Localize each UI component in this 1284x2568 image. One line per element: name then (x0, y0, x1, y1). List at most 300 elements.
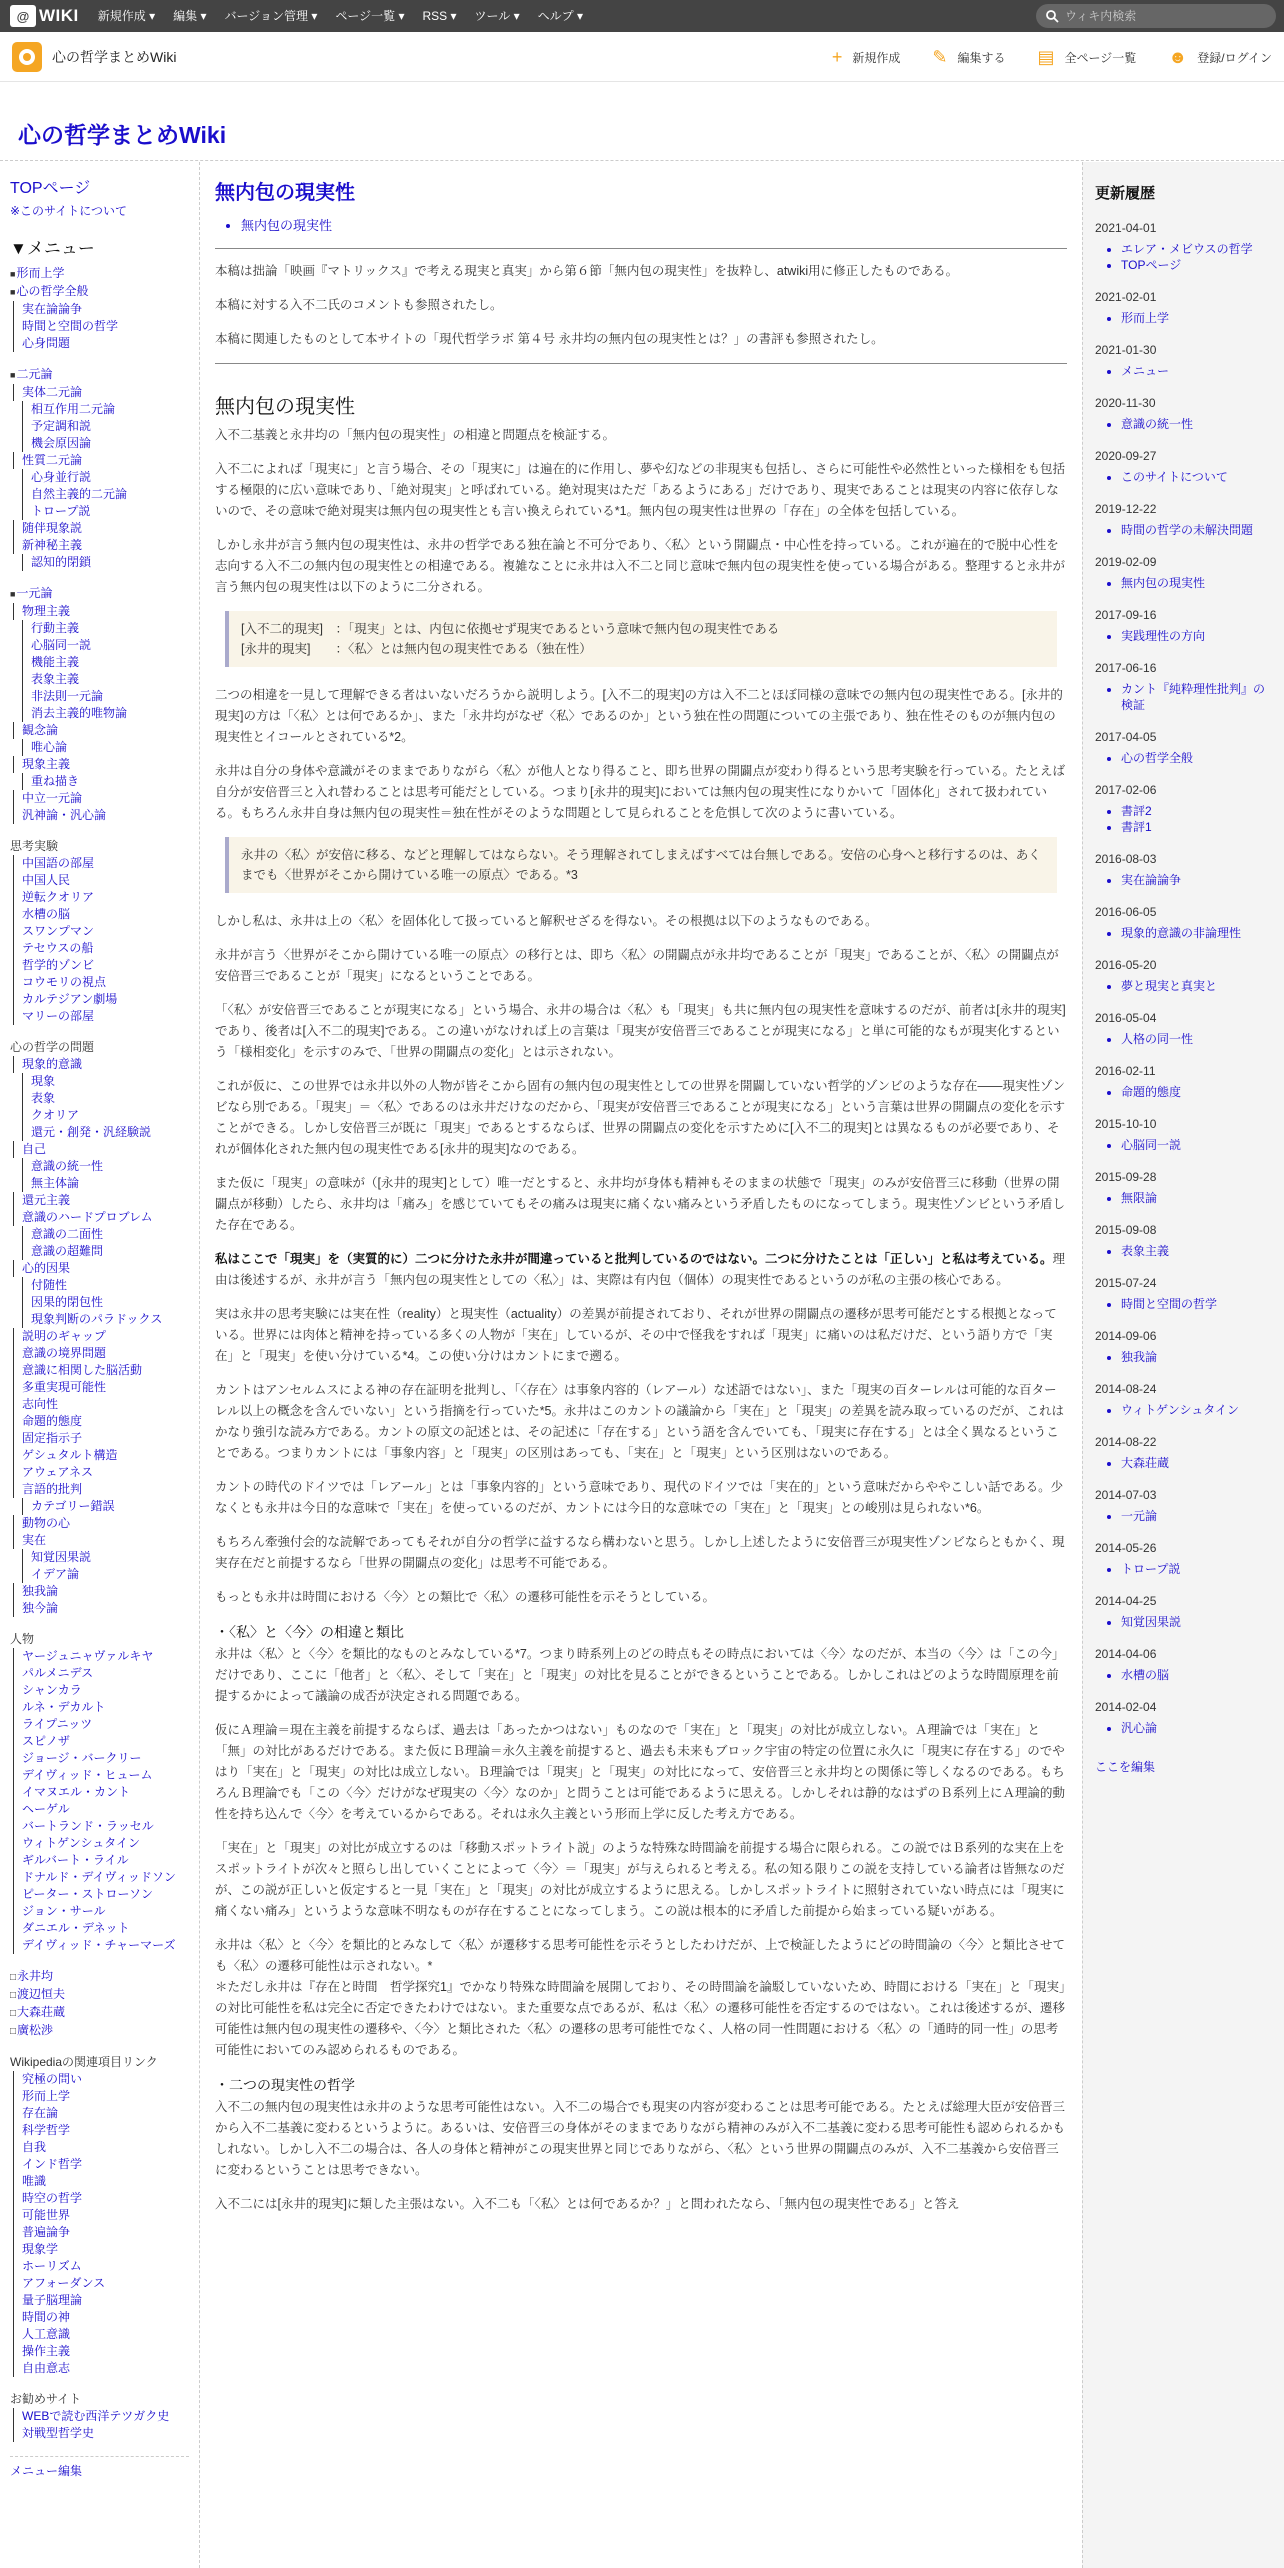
menu-item[interactable]: □ 廣松渉 (10, 2022, 189, 2040)
pencil-icon: ✎ (932, 46, 948, 67)
menu-item[interactable]: 還元・創発・汎経験説 (22, 1124, 189, 1141)
update-list (1121, 872, 1274, 888)
menu-item[interactable]: ルネ・デカルト (13, 1699, 189, 1716)
update-link[interactable]: • 表象主義 (1121, 1243, 1274, 1259)
menu-item[interactable]: 操作主義 (13, 2343, 189, 2360)
update-link[interactable]: • 現象的意識の非論理性 (1121, 925, 1274, 941)
menu-item[interactable]: 逆転クオリア (13, 889, 189, 906)
main-content (201, 162, 1081, 2568)
menu-group (10, 1039, 189, 1617)
menu-group (10, 2054, 189, 2377)
menu-item[interactable]: 可能世界 (13, 2207, 189, 2224)
menu-item[interactable]: 自己 (13, 1141, 189, 1158)
recent-updates-sidebar (1082, 162, 1284, 2568)
menu-item[interactable]: 実在 (13, 1532, 189, 1549)
menu-item[interactable]: 表象 (22, 1090, 189, 1107)
paragraph: 実は永井の思考実験には実在性（reality）と現実性（actuality）の差異が前提されており、それが世界の開闢点の遷移が思考可能だとする根拠となっている。世界には肉体と精神を持っている多くの人物が「実在」しているが、その中で怪我をすれば「現実」に痛いのは私だけだ、という語り方で「実在」と「現実」を使い分けている*4。この使い分けはカントにまで遡る。 (215, 1307, 1057, 1363)
update-date: 2016-02-11 (1095, 1064, 1156, 1078)
update-list (1121, 575, 1274, 591)
update-list (1121, 925, 1274, 941)
update-list (1121, 1243, 1274, 1259)
menu-item[interactable]: 随伴現象説 (13, 520, 189, 537)
menu-item[interactable]: 観念論 (13, 722, 189, 739)
menu-item[interactable]: 心身並行説 (22, 469, 189, 486)
menu-edit-text[interactable]: メニュー編集 (10, 2464, 83, 2478)
menu-item[interactable]: ドナルド・デイヴィッドソン (13, 1869, 189, 1886)
update-list (1121, 1561, 1274, 1577)
menu-item[interactable]: ゲシュタルト構造 (13, 1447, 189, 1464)
menu-item[interactable]: デイヴィッド・チャーマーズ (13, 1937, 189, 1954)
update-link[interactable]: • 形而上学 (1121, 310, 1274, 326)
update-date: 2016-05-04 (1095, 1011, 1157, 1025)
update-link[interactable]: • メニュー (1121, 363, 1274, 379)
menu-item[interactable]: アウェアネス (13, 1464, 189, 1481)
global-menu-item[interactable]: 編集 ▾ (173, 9, 207, 23)
update-link[interactable]: • トロープ説 (1121, 1561, 1274, 1577)
update-date: 2016-05-20 (1095, 958, 1157, 972)
global-toolbar (0, 0, 1284, 32)
intro-1: 本稿は拙論「映画『マトリックス』で考える現実と真実」から第６節「無内包の現実性」を抜粋し、atwiki用に修正したものである。 (215, 264, 959, 278)
paragraph: 永井は自分の身体や意識がそのままでありながら〈私〉が他人となり得ること、即ち世界の開闢点が変わり得るという思考実験を行っている。たとえば自分が安倍晋三と入れ替わることは思考可能だとしている。つまり[永井的現実]においては無内包の現実性になりかいて「固体化」されて扱われている。もちろん永井自身は無内包の現実性＝独在性がそのような問題として見られることを危惧して次のように書いている。 (215, 764, 1066, 820)
menu-edit-link[interactable] (10, 2456, 189, 2480)
global-menu-item[interactable]: ヘルプ ▾ (537, 9, 584, 23)
menu-item[interactable]: 現象 (22, 1073, 189, 1090)
menu-item: 心の哲学の問題 (10, 1040, 95, 1054)
logo-text: WIKI (39, 6, 79, 25)
update-date: 2015-07-24 (1095, 1276, 1157, 1290)
update-link[interactable]: • このサイトについて (1121, 469, 1274, 485)
update-date: 2015-09-28 (1095, 1170, 1157, 1184)
update-list (1121, 469, 1274, 485)
menu-item[interactable]: □ 永井均 (10, 1968, 189, 1986)
menu-item[interactable]: スピノザ (13, 1733, 189, 1750)
menu-item[interactable]: スワンプマン (13, 923, 189, 940)
menu-item[interactable]: 現象的意識 (13, 1056, 189, 1073)
menu-item[interactable]: 言語的批判 (13, 1481, 189, 1498)
update-date: 2014-02-04 (1095, 1700, 1157, 1714)
update-date: 2014-09-06 (1095, 1329, 1157, 1343)
menu-item[interactable]: 動物の心 (13, 1515, 189, 1532)
subsection-heading: ・〈私〉と〈今〉の相違と類比 (215, 1624, 404, 1640)
menu-item[interactable]: 消去主義的唯物論 (22, 705, 189, 722)
menu-item[interactable]: 機会原因論 (22, 435, 189, 452)
menu-item[interactable]: 独我論 (13, 1583, 189, 1600)
paragraph: 入不二によれば「現実に」と言う場合、その「現実に」は遍在的に作用し、夢や幻などの非現実も包括し、さらに可能性や必然性といった様相をも包括する極限的に広い意味であり、「絶対現実」と呼ばれている。絶対現実はただ「あるようにある」だけであり、現実であることは現実の内容に依存しないので、その意味で絶対現実は無内包の現実性とも言い換えられている*1。無内包の現実性は世界の「存在」の全体を包括している。 (215, 462, 1066, 518)
update-list (1121, 1349, 1274, 1365)
menu-item[interactable]: 量子脳理論 (13, 2292, 189, 2309)
menu-item[interactable]: 無主体論 (22, 1175, 189, 1192)
site-action-button[interactable] (1038, 47, 1137, 68)
update-list (1121, 681, 1274, 713)
menu-item[interactable]: 現象判断のパラドックス (22, 1311, 189, 1328)
global-menu (89, 0, 592, 32)
search-icon (1046, 10, 1059, 23)
update-list (1121, 1296, 1274, 1312)
site-action-button[interactable] (932, 47, 1005, 68)
update-date: 2016-08-03 (1095, 852, 1157, 866)
menu-item[interactable]: テセウスの船 (13, 940, 189, 957)
update-date: 2015-10-10 (1095, 1117, 1157, 1131)
update-list (1121, 750, 1274, 766)
site-action-label: 登録/ログイン (1197, 50, 1272, 65)
menu-group (10, 1968, 189, 2040)
global-menu-item[interactable]: RSS ▾ (422, 9, 457, 23)
update-link[interactable]: • 時間と空間の哲学 (1121, 1296, 1274, 1312)
menu-item[interactable]: 説明のギャップ (13, 1328, 189, 1345)
update-date: 2017-09-16 (1095, 608, 1157, 622)
update-list (1121, 1031, 1274, 1047)
menu-item[interactable]: ダニエル・デネット (13, 1920, 189, 1937)
site-action-label: 全ページ一覧 (1064, 50, 1137, 65)
wiki-title-area (0, 83, 1284, 161)
menu-item[interactable]: 水槽の脳 (13, 906, 189, 923)
update-link[interactable]: • 汎心論 (1121, 1720, 1274, 1736)
menu-item[interactable]: 認知的閉鎖 (22, 554, 189, 571)
update-date: 2014-07-03 (1095, 1488, 1157, 1502)
update-date: 2021-04-01 (1095, 221, 1157, 235)
menu-item[interactable]: 究極の問い (13, 2071, 189, 2088)
menu-item[interactable]: ■ 一元論 (10, 585, 189, 603)
menu-item: Wikipediaの関連項目リンク (10, 2055, 158, 2069)
menu-item[interactable]: 意識の超難問 (22, 1243, 189, 1260)
menu-item[interactable]: 意識に相関した脳活動 (13, 1362, 189, 1379)
subsection-heading: ・二つの現実性の哲学 (215, 2077, 355, 2093)
update-date: 2014-04-06 (1095, 1647, 1157, 1661)
menu-item[interactable]: バートランド・ラッセル (13, 1818, 189, 1835)
paragraph: 「〈私〉が安倍晋三であることが現実になる」という場合、永井の場合は〈私〉も「現実」も共に無内包の現実性を意味するのだが、前者は[永井的現実]であり、後者は[入不二的現実]である。この違いがなければ上の言葉は「現実が安倍晋三であることが現実になる」と単に可能的なもが現実化するという「様相変化」を示すのみで、「世界の開闢点の変化」とは示されない。 (215, 1003, 1066, 1059)
update-date: 2014-08-22 (1095, 1435, 1157, 1449)
menu-item[interactable]: シャンカラ (13, 1682, 189, 1699)
menu-item[interactable]: 意識の二面性 (22, 1226, 189, 1243)
menu-item[interactable]: 現象学 (13, 2241, 189, 2258)
divider (215, 363, 1067, 364)
menu-item[interactable]: 対戦型哲学史 (13, 2425, 189, 2442)
update-list (1121, 1667, 1274, 1683)
update-list (1121, 363, 1274, 379)
menu-item[interactable]: 性質二元論 (13, 452, 189, 469)
update-link[interactable]: • 大森荘蔵 (1121, 1455, 1274, 1471)
update-list (1121, 310, 1274, 326)
update-list (1121, 522, 1274, 538)
menu-item[interactable]: 自由意志 (13, 2360, 189, 2377)
paragraph: しかし私は、永井は上の〈私〉を固体化して扱っていると解釈せざるを得ない。その根拠は以下のようなものである。 (215, 914, 878, 928)
update-link[interactable]: • 夢と現実と真実と (1121, 978, 1274, 994)
update-list (1121, 1508, 1274, 1524)
menu-item[interactable]: 実体二元論 (13, 384, 189, 401)
menu-item[interactable]: 中立一元論 (13, 790, 189, 807)
menu-item[interactable]: 非法則一元論 (22, 688, 189, 705)
update-date: 2021-02-01 (1095, 290, 1157, 304)
menu-item[interactable]: カテゴリー錯誤 (22, 1498, 189, 1515)
update-link[interactable]: • 心の哲学全般 (1121, 750, 1274, 766)
menu-item[interactable]: 相互作用二元論 (22, 401, 189, 418)
menu-item[interactable]: 普遍論争 (13, 2224, 189, 2241)
menu-item[interactable]: □ 大森荘蔵 (10, 2004, 189, 2022)
menu-item[interactable]: インド哲学 (13, 2156, 189, 2173)
paragraph-text: 永井は〈私〉と〈今〉を類比的とみなして〈私〉が遷移する思考可能性を示そうとしたわけだが、上で検証したようにどの時間論の〈今〉と類比させても〈私〉の遷移可能性は示されない。* (215, 1938, 1066, 1973)
site-action-label: 編集する (957, 50, 1006, 65)
search-box[interactable] (1036, 4, 1276, 28)
update-link[interactable]: • 意識の統一性 (1121, 416, 1274, 432)
menu-item[interactable]: 哲学的ゾンビ (13, 957, 189, 974)
menu-item[interactable]: ■ 二元論 (10, 366, 189, 384)
menu-item[interactable]: 独今論 (13, 1600, 189, 1617)
update-date: 2014-05-26 (1095, 1541, 1157, 1555)
site-icon[interactable] (12, 42, 42, 72)
menu-item[interactable]: 時間と空間の哲学 (13, 318, 189, 335)
menu-item[interactable]: クオリア (22, 1107, 189, 1124)
paragraph: また仮に「現実」の意味が（[永井的現実]として）唯一だとすると、永井均が身体も精神もそのままの状態で「現実」のみが安倍晋三に移動（世界の開闢点が移動）したら、永井均は「痛み」を感じていてもその痛みは現実に痛くない痛みという矛盾したものになってしまう。現実性ゾンビという矛盾した存在である。 (215, 1176, 1066, 1232)
menu-group (10, 585, 189, 824)
menu-item[interactable]: アフォーダンス (13, 2275, 189, 2292)
menu-group (10, 265, 189, 352)
menu-item[interactable]: ウィトゲンシュタイン (13, 1835, 189, 1852)
menu-item[interactable]: 存在論 (13, 2105, 189, 2122)
menu-item[interactable]: ヤージュニャヴァルキヤ (13, 1648, 189, 1665)
global-menu-item[interactable]: 新規作成 ▾ (97, 9, 156, 23)
logo-icon: @ (10, 5, 36, 27)
update-list (1121, 978, 1274, 994)
menu-item[interactable]: 付随性 (22, 1277, 189, 1294)
menu-group (10, 366, 189, 571)
update-link[interactable]: • 心脳同一説 (1121, 1137, 1274, 1153)
update-link[interactable]: • 無内包の現実性 (1121, 575, 1274, 591)
blockquote (225, 611, 1057, 667)
paragraph: カントの時代のドイツでは「レアール」とは「事象内容的」という意味であり、現代のドイツでは「実在的」という意味だからややこしい話である。少なくとも永井は今日的な意味で「実在」を使っているのだが、カントには今日的な意味での「実在」と「現実」との峻別は見られない*6。 (215, 1480, 1064, 1515)
site-action-label: 新規作成 (852, 50, 901, 65)
blockquote (225, 837, 1057, 893)
footnote-text: ＊ただし永井は『存在と時間 哲学探究1』でかなり特殊な時間論を展開しており、その時間論を論駁していないため、時間における「実在」と「現実」の対比可能性を私は完全に否定できたわけではない。また重要な点であるが、私は〈私〉の遷移可能性を否定するのではない。これは後述するが、遷移可能性は無内包の現実性の遷移や、〈今〉と類比された〈私〉の遷移の思考可能性でなく、人格の同一性問題における〈私〉の「通時的同一性」の思考可能性においてのみ認められるものである。 (215, 1980, 1066, 2057)
menu-item[interactable]: イデア論 (22, 1566, 189, 1583)
toc-item[interactable]: • 無内包の現実性 (241, 215, 1067, 234)
paragraph: これが仮に、この世界では永井以外の人物が皆そこから固有の無内包の現実性としての世界を開闢していない哲学的ゾンビのような存在――現実性ゾンビなら別である。「現実」＝〈私〉であるのは永井だけなのだから、「現実が安倍晋三であることが現実になる」という言葉は世界の開闢点の変化を示すことができる。しかし安倍晋三が既に「現実」であるとするならば、世界の開闢点の変化を示すために[入不二的現実]とは異なるものが必要であり、それが個体化された無内包の現実性である[永井的現実]なのである。 (215, 1079, 1066, 1156)
menu-item[interactable]: 実在論論争 (13, 301, 189, 318)
paragraph: 入不二基義と永井均の「無内包の現実性」の相違と問題点を検証する。 (215, 428, 616, 442)
menu-item[interactable]: 命題的態度 (13, 1413, 189, 1430)
site-action-button[interactable] (832, 47, 901, 68)
menu-item[interactable]: ギルバート・ライル (13, 1852, 189, 1869)
menu-item[interactable]: 因果的閉包性 (22, 1294, 189, 1311)
plus-icon: + (831, 46, 843, 67)
site-name[interactable]: 心の哲学まとめWiki (52, 48, 177, 65)
menu-item[interactable]: 人工意識 (13, 2326, 189, 2343)
menu-item[interactable]: 科学哲学 (13, 2122, 189, 2139)
update-link[interactable]: • エレア・メビウスの哲学 (1121, 241, 1274, 257)
menu-item[interactable]: ピーター・ストローソン (13, 1886, 189, 1903)
update-date: 2017-02-06 (1095, 783, 1157, 797)
menu-item[interactable]: 意識の境界問題 (13, 1345, 189, 1362)
menu-item[interactable]: ■ 形而上学 (10, 265, 189, 283)
update-date: 2016-06-05 (1095, 905, 1157, 919)
menu-item[interactable]: 志向性 (13, 1396, 189, 1413)
site-header (0, 32, 1284, 82)
menu-item[interactable]: 意識の統一性 (22, 1158, 189, 1175)
menu-item[interactable]: 唯心論 (22, 739, 189, 756)
menu-item[interactable]: 現象主義 (13, 756, 189, 773)
update-date: 2019-02-09 (1095, 555, 1157, 569)
global-menu-item[interactable]: バージョン管理 ▾ (224, 9, 318, 23)
menu-heading: ▼メニュー (10, 239, 95, 258)
menu-item[interactable]: コウモリの視点 (13, 974, 189, 991)
update-list (1121, 1402, 1274, 1418)
paragraph: 入不二には[永井的現実]に類した主張はない。入不二も「〈私〉とは何であるか？」と問われたなら、「無内包の現実性である」と答え (215, 2197, 960, 2211)
menu-item[interactable]: 固定指示子 (13, 1430, 189, 1447)
menu-item[interactable]: 多重実現可能性 (13, 1379, 189, 1396)
site-actions (800, 32, 1272, 82)
quote-line: 永井の〈私〉が安倍に移る、などと理解してはならない。そう理解されてしまえばすべては台無しである。安倍の心身へと移行するのは、あくまでも〈世界がそこから開けている唯一の原点〉である。*3 (241, 848, 1041, 882)
menu-item[interactable]: 中国語の部屋 (13, 855, 189, 872)
menu-item[interactable]: 還元主義 (13, 1192, 189, 1209)
intro-3: 本稿に関連したものとして本サイトの「現代哲学ラボ 第４号 永井均の無内包の現実性とは？」の書評も参照されたし。 (215, 332, 884, 346)
menu-item[interactable]: 機能主義 (22, 654, 189, 671)
update-link[interactable]: • 命題的態度 (1121, 1084, 1274, 1100)
quote-line: [入不二的現実] ：「現実」とは、内包に依拠せず現実であるという意味で無内包の現実性である (241, 622, 780, 636)
sidebar-edit-link[interactable]: ここを編集 (1095, 1760, 1156, 1774)
update-link[interactable]: • 実在論論争 (1121, 872, 1274, 888)
update-list (1121, 241, 1274, 273)
recent-updates-title: 更新履歴 (1095, 185, 1156, 202)
menu-group (10, 2391, 189, 2442)
left-menu (0, 162, 200, 2568)
menu-item[interactable]: 心脳同一説 (22, 637, 189, 654)
menu-item[interactable]: 知覚因果説 (22, 1549, 189, 1566)
update-link[interactable]: • 書評1 (1121, 819, 1274, 835)
menu-item[interactable]: ヘーゲル (13, 1801, 189, 1818)
menu-item[interactable]: デイヴィッド・ヒューム (13, 1767, 189, 1784)
menu-top-link[interactable]: TOPページ (10, 180, 91, 197)
update-date: 2014-04-25 (1095, 1594, 1157, 1608)
menu-item[interactable]: 唯識 (13, 2173, 189, 2190)
menu-item[interactable]: 自我 (13, 2139, 189, 2156)
update-link[interactable]: • 水槽の脳 (1121, 1667, 1274, 1683)
menu-item[interactable]: 重ね描き (22, 773, 189, 790)
update-link[interactable]: • 一元論 (1121, 1508, 1274, 1524)
atwiki-logo[interactable] (0, 0, 89, 32)
paragraph: 永井が言う〈世界がそこから開けている唯一の原点〉の移行とは、即ち〈私〉の開闢点が永井均であることが「現実」であることが、〈私〉の開闢点が安倍晋三であることが「現実」になるということである。 (215, 948, 1059, 983)
update-link[interactable]: • 実践理性の方向 (1121, 628, 1274, 644)
paragraph: もちろん牽強付会的な読解であってもそれが自分の哲学に益するなら構わないと思う。しかし上述したように安倍晋三が現実性ゾンビならともかく、現実存在だと前提するなら「世界の開闢点の変化」は思考不可能である。 (215, 1535, 1065, 1570)
menu-item[interactable]: 意識のハードプロブレム (13, 1209, 189, 1226)
update-link[interactable]: • ウィトゲンシュタイン (1121, 1402, 1274, 1418)
user-add-icon: ☻ (1168, 46, 1188, 67)
update-link[interactable]: • カント『純粋理性批判』の検証 (1121, 681, 1274, 713)
paragraph (215, 1935, 1067, 2061)
paragraph: しかし永井が言う無内包の現実性は、永井の哲学である独在論と不可分であり、〈私〉という開闢点・中心性を持っている。これが遍在的で脱中心性を志向する入不二の無内包の現実性との相違である。複雑なことに永井は入不二と同じ意味で無内包の現実性を使っている場合がある。整理すると永井が言う無内包の現実性は以下のように二分される。 (215, 538, 1066, 594)
update-list (1121, 1084, 1274, 1100)
bold-claim: 私はここで「現実」を（実質的に）二つに分けた永井が間違っていると批判しているのではない。二つに分けたことは「正しい」と私は考えている。 (215, 1252, 1053, 1266)
paragraph: 仮にＡ理論＝現在主義を前提するならば、過去は「あったかつはない」ものなので「実在」と「現実」の対比が成立しない。Ａ理論では「実在」と「無」の対比があるだけである。また仮にＢ理論＝永久主義を前提すると、過去も未来もブロック宇宙の特定の位置に永久に「現実に存在する」のでやはり「実在」と「現実」の対比は成立しない。Ｂ理論では「現実」と「現実」の対比になって、安倍晋三と永井均との関係に等しくなるのである。もちろんＢ理論でも「この〈今〉だけがなぜ現実の〈今〉なのか」と問うことは可能であるように思える。しかしそれは静的なはずのＢ系列上にＡ理論的動性を持ち込んで〈今〉を考えているからである。それは永久主義という形而上学に反した考え方である。 (215, 1723, 1066, 1821)
wiki-badge-icon (17, 47, 37, 67)
update-link[interactable]: • TOPページ (1121, 257, 1274, 273)
document-icon: ▤ (1037, 46, 1055, 67)
global-menu-item[interactable]: ツール ▾ (474, 9, 520, 23)
menu-item[interactable]: 心身問題 (13, 335, 189, 352)
menu-about-link[interactable]: ※このサイトについて (10, 204, 127, 218)
menu-item[interactable]: ■ 心の哲学全般 (10, 283, 189, 301)
divider (215, 248, 1067, 249)
update-list (1121, 1137, 1274, 1153)
update-date: 2020-09-27 (1095, 449, 1157, 463)
menu-item[interactable]: ジョージ・バークリー (13, 1750, 189, 1767)
paragraph: 「実在」と「現実」の対比が成立するのは「移動スポットライト説」のような特殊な時間論を前提する場合に限られる。この説ではＢ系列的な実在上をスポットライトが次々と照らし出していくことによって〈今〉＝「現実」が与えられると考える。私の知る限りこの説を支持している論者は皆無なのだが、この説が正しいと仮定すると一見「実在」と「現実」の対比が成立するように思える。しかしスポットライトに照射されていない時点には「現実に痛くない痛み」というような意味不明なものが存在することになってしまう。この説は根本的に矛盾した前提から始まっている疑いがある。 (215, 1841, 1065, 1918)
menu-item: 思考実験 (10, 839, 59, 853)
paragraph-text: 理由は後述するが、永井が言う「無内包の現実性としての〈私〉」は、実際は有内包（個体）の現実性であるというのが私の主張の核心である。 (215, 1252, 1066, 1287)
menu-item[interactable]: 汎神論・汎心論 (13, 807, 189, 824)
update-date: 2021-01-30 (1095, 343, 1157, 357)
update-link[interactable]: • 書評2 (1121, 803, 1274, 819)
menu-item[interactable]: □ 渡辺恒夫 (10, 1986, 189, 2004)
menu-item[interactable]: WEBで読む西洋テツガク史 (13, 2408, 189, 2425)
update-date: 2014-08-24 (1095, 1382, 1157, 1396)
update-list (1121, 1614, 1274, 1630)
update-date: 2017-04-05 (1095, 730, 1157, 744)
menu-group (10, 838, 189, 1025)
menu-item[interactable]: ジョン・サール (13, 1903, 189, 1920)
update-link[interactable]: • 時間の哲学の未解決問題 (1121, 522, 1274, 538)
paragraph: もっとも永井は時間における〈今〉との類比で〈私〉の遷移可能性を示そうとしている。 (215, 1590, 716, 1604)
menu-item[interactable]: 予定調和説 (22, 418, 189, 435)
menu-item[interactable]: カルテジアン劇場 (13, 991, 189, 1008)
update-date: 2015-09-08 (1095, 1223, 1157, 1237)
menu-item[interactable]: パルメニデス (13, 1665, 189, 1682)
menu-item[interactable]: 心的因果 (13, 1260, 189, 1277)
update-link[interactable]: • 独我論 (1121, 1349, 1274, 1365)
update-date: 2019-12-22 (1095, 502, 1157, 516)
menu-group (10, 1631, 189, 1954)
update-date: 2017-06-16 (1095, 661, 1157, 675)
menu-item[interactable]: ライプニッツ (13, 1716, 189, 1733)
quote-line: [永井的現実] ：〈私〉とは無内包の現実性である（独在性） (241, 642, 592, 656)
menu-item[interactable]: ホーリズム (13, 2258, 189, 2275)
recent-updates-list (1095, 221, 1274, 1736)
menu-item[interactable]: トロープ説 (22, 503, 189, 520)
menu-item[interactable]: イマヌエル・カント (13, 1784, 189, 1801)
menu-item[interactable]: 形而上学 (13, 2088, 189, 2105)
wiki-title[interactable]: 心の哲学まとめWiki (18, 122, 227, 148)
menu-item[interactable]: 物理主義 (13, 603, 189, 620)
menu-item: 人物 (10, 1632, 35, 1646)
menu-item[interactable]: 自然主義的二元論 (22, 486, 189, 503)
update-link[interactable]: • 無限論 (1121, 1190, 1274, 1206)
menu-item[interactable]: 中国人民 (13, 872, 189, 889)
update-link[interactable]: • 知覚因果説 (1121, 1614, 1274, 1630)
menu-item[interactable]: 新神秘主義 (13, 537, 189, 554)
update-list (1121, 416, 1274, 432)
menu-item[interactable]: 行動主義 (22, 620, 189, 637)
page-title: 無内包の現実性 (215, 182, 355, 204)
menu-item[interactable]: 時空の哲学 (13, 2190, 189, 2207)
menu-item[interactable]: 時間の神 (13, 2309, 189, 2326)
global-menu-item[interactable]: ページ一覧 ▾ (335, 9, 405, 23)
search-input[interactable] (1065, 9, 1265, 23)
update-list (1121, 1455, 1274, 1471)
update-list (1121, 628, 1274, 644)
paragraph: 永井は〈私〉と〈今〉を類比的なものとみなしている*7。つまり時系列上のどの時点もその時点においては〈今〉なのだが、本当の〈今〉は「この今」だけであり、ここに「他者」と〈私〉、そして「実在」と「現実」の対比を見ることができるということである。しかしこれはどのような時間原理を前提するかによって議論の成否が決定される問題である。 (215, 1647, 1065, 1703)
intro-2: 本稿に対する入不二氏のコメントも参照されたし。 (215, 298, 503, 312)
section-heading: 無内包の現実性 (215, 396, 355, 418)
paragraph (215, 1249, 1067, 1291)
table-of-contents (241, 215, 1067, 234)
update-list (1121, 803, 1274, 835)
paragraph: 入不二の無内包の現実性は永井のような思考可能性はない。入不二の場合でも現実の内容が変わることは思考可能である。たとえば総理大臣が安倍晋三から入不二基義に変わるというように。あるいは、安倍晋三の身体がそのままでありながら精神のみが入不二基義に変わる思考可能性も認められるかもしれない。しかし入不二の場合は、各人の身体と精神がこの現実世界と同じでありながら、〈私〉という世界の開闢点のみが、入不二基義から安倍晋三に変わるということは思考できない。 (215, 2100, 1066, 2177)
menu-item[interactable]: 表象主義 (22, 671, 189, 688)
update-list (1121, 1720, 1274, 1736)
menu-item[interactable]: マリーの部屋 (13, 1008, 189, 1025)
menu-item: お勧めサイト (10, 2392, 82, 2406)
paragraph: 二つの相違を一見して理解できる者はいないだろうから説明しよう。[入不二的現実]の方は入不二とほぼ同様の意味での無内包の現実性である。[永井的現実]の方は「〈私〉とは何であるか」、また「永井均がなぜ〈私〉であるのか」という独在性の問題についての主張であり、独在性そのものが無内包の現実性とイコールとされている*2。 (215, 688, 1063, 744)
site-action-button[interactable] (1168, 47, 1272, 68)
update-link[interactable]: • 人格の同一性 (1121, 1031, 1274, 1047)
